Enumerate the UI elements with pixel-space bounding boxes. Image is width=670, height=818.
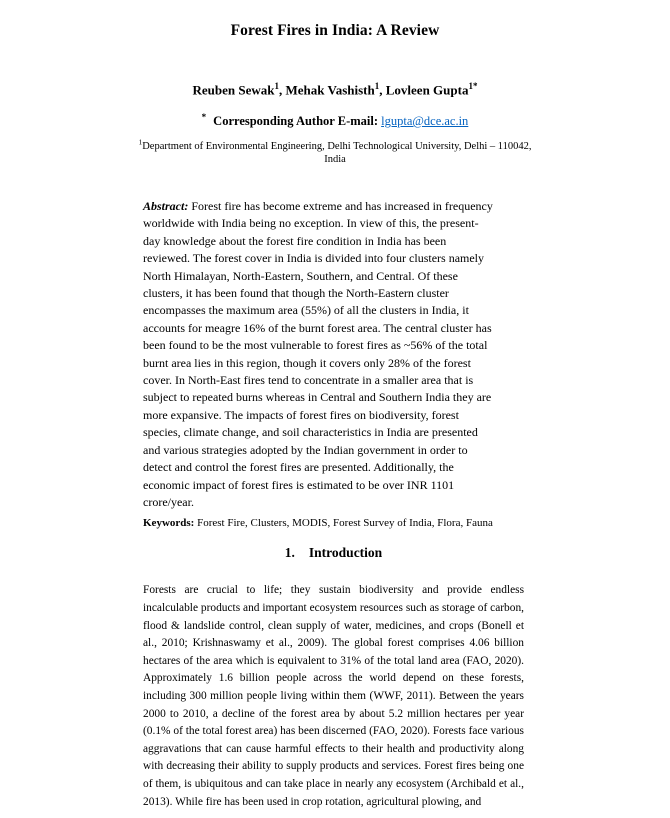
corresponding-note bbox=[0, 112, 670, 129]
affiliation-text: Department of Environmental Engineering, Delhi Technological University, Delhi – 110042, bbox=[142, 140, 532, 152]
affiliation bbox=[0, 135, 670, 166]
abstract bbox=[143, 198, 495, 511]
author-superscript: 1 bbox=[274, 81, 280, 91]
author-name: , Mehak Vashisth bbox=[279, 82, 375, 98]
abstract-label: Abstract: bbox=[143, 199, 189, 213]
author-name: , Lovleen Gupta bbox=[379, 82, 469, 98]
paper-title: Forest Fires in India: A Review bbox=[230, 22, 440, 39]
corresponding-email-link[interactable]: lgupta@dce.ac.in bbox=[381, 114, 469, 129]
section-number: 1. bbox=[284, 545, 295, 560]
corresponding-marker: * bbox=[201, 112, 207, 122]
abstract-text: Forest fire has become extreme and has increased in frequency worldwide with India being no exception. In view of this, the present-day knowledge about the forest fire condition in India has been reviewed. The forest cover in India is divided into four clusters namely North Himalayan, North-Eastern, Southern, and Central. Of these clusters, it has been found that though the North-Eastern cluster encompasses the maximum area (55%) of all the clusters in India, it accounts for meagre 16% of the burnt forest area. The central cluster has been found to be the most vulnerable to forest fires as ~56% of the total burnt area lies in this region, though it covers only 28% of the forest cover. In North-East fires tend to concentrate in a smaller area that is subject to repeated burns whereas in Central and Southern India they are more expansive. The impacts of forest fires on biodiversity, forest species, climate change, and soil characteristics in India are presented and various strategies adopted by the Indian government in order to detect and control the forest fires are presented. Additionally, the economic impact of forest fires is estimated to be over INR 1101 crore/year. bbox=[143, 199, 493, 509]
author-line bbox=[0, 81, 670, 98]
author-name: Reuben Sewak bbox=[192, 82, 275, 98]
section-heading-introduction bbox=[143, 545, 524, 561]
affiliation-superscript: 1 bbox=[138, 137, 143, 146]
corresponding-label: Corresponding Author E-mail: bbox=[213, 114, 379, 129]
author-superscript: 1 bbox=[374, 81, 380, 91]
affiliation-country: India bbox=[324, 153, 346, 165]
author-superscript: 1* bbox=[468, 81, 478, 91]
keywords-text: Forest Fire, Clusters, MODIS, Forest Survey of India, Flora, Fauna bbox=[197, 517, 493, 529]
section-title: Introduction bbox=[308, 545, 383, 560]
introduction-paragraph: Forests are crucial to life; they sustain biodiversity and provide endless incalculable products and important ecosystem resources such as storage of carbon, flood & landslide control, clean supply of water, medicines, and crops (Bonell et al., 2010; Krishnaswamy et al., 2009). The global forest comprises 4.06 billion hectares of the area which is equivalent to 31% of the total land area (FAO, 2020). Approximately 1.6 billion people across the world depend on these forests, including 300 million people living within them (WWF, 2011). Between the years 2000 to 2010, a decline of the forest area by about 5.2 million hectares per year (0.1% of the total forest area) has been discerned (FAO, 2020). Forests face various aggravations that can cause harmful effects to their health and productivity along with decreasing their ability to supply products and services. Forest fires being one of them, is ubiquitous and can take place in nearly any ecosystem (Archibald et al., 2013). While fire has been used in crop rotation, agricultural plowing, and bbox=[143, 584, 524, 808]
keywords bbox=[143, 515, 495, 532]
keywords-label: Keywords: bbox=[143, 517, 195, 529]
